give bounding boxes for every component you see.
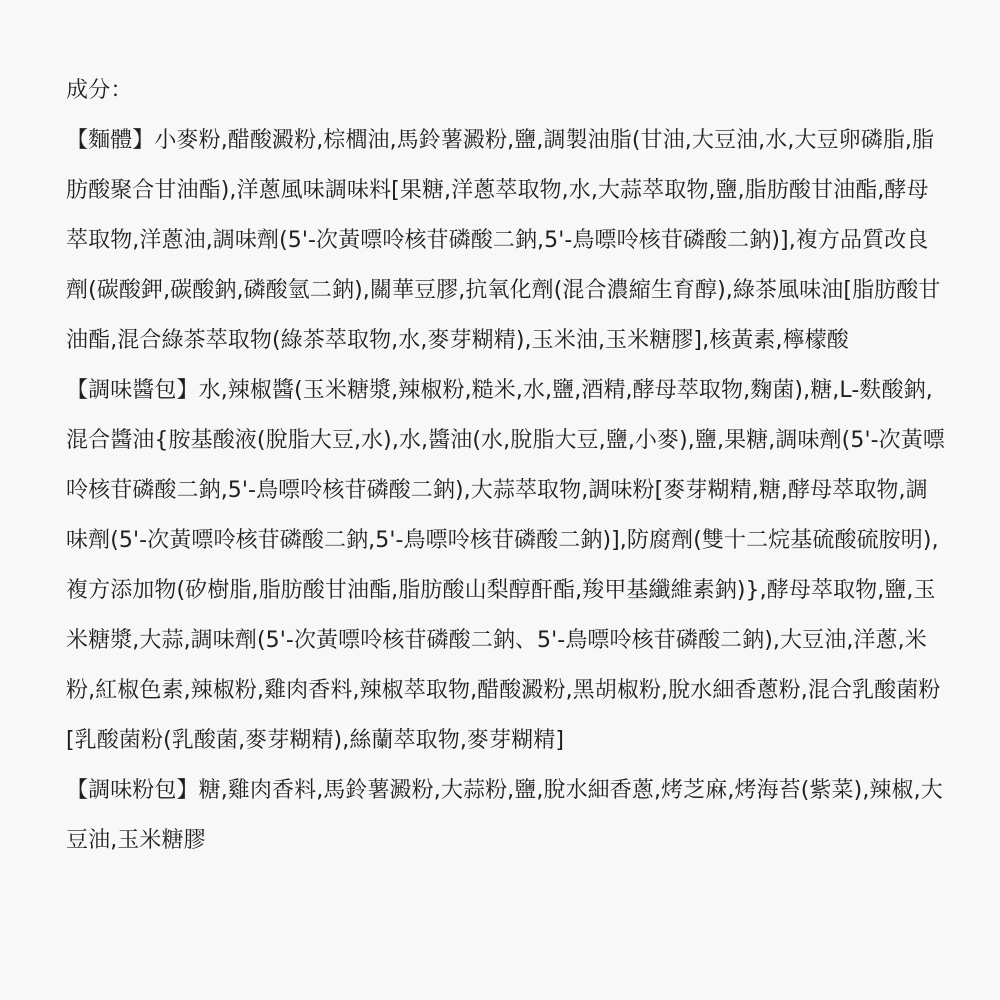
ingredients-heading: 成分： [66, 78, 133, 103]
sauce-packet-ingredients-paragraph: 【調味醬包】水,辣椒醬(玉米糖漿,辣椒粉,糙米,水,鹽,酒精,酵母萃取物,麴菌),糖,L-麩酸鈉,混合醬油{胺基酸液(脫脂大豆,水),水,醬油(水,脫脂大豆,鹽,小麥),鹽,果糖,調味劑(5'-次黃嘌呤核苷磷酸二鈉,5'-鳥嘌呤核苷磷酸二鈉),大蒜萃取物,調味粉[麥芽糊精,糖,酵母萃取物,調味劑(5'-次黃嘌呤核苷磷酸二鈉,5'-鳥嘌呤核苷磷酸二鈉)],防腐劑(雙十二烷基硫酸硫胺明),複方添加物(矽樹脂,脂肪酸甘油酯,脂肪酸山梨醇酐酯,羧甲基纖維素鈉)},酵母萃取物,鹽,玉米糖漿,大蒜,調味劑(5'-次黃嘌呤核苷磷酸二鈉、5'-鳥嘌呤核苷磷酸二鈉),大豆油,洋蔥,米粉,紅椒色素,辣椒粉,雞肉香料,辣椒萃取物,醋酸澱粉,黑胡椒粉,脫水細香蔥粉,混合乳酸菌粉[乳酸菌粉(乳酸菌,麥芽糊精),絲蘭萃取物,麥芽糊精] [66, 378, 945, 753]
seasoning-powder-ingredients-paragraph: 【調味粉包】糖,雞肉香料,馬鈴薯澱粉,大蒜粉,鹽,脫水細香蔥,烤芝麻,烤海苔(紫菜),辣椒,大豆油,玉米糖膠 [66, 778, 943, 853]
ingredients-text-block [66, 66, 946, 866]
noodle-ingredients-paragraph: 【麵體】小麥粉,醋酸澱粉,棕櫚油,馬鈴薯澱粉,鹽,調製油脂(甘油,大豆油,水,大豆卵磷脂,脂肪酸聚合甘油酯),洋蔥風味調味料[果糖,洋蔥萃取物,水,大蒜萃取物,鹽,脂肪酸甘油酯,酵母萃取物,洋蔥油,調味劑(5'-次黃嘌呤核苷磷酸二鈉,5'-鳥嘌呤核苷磷酸二鈉)],複方品質改良劑(碳酸鉀,碳酸鈉,磷酸氫二鈉),關華豆膠,抗氧化劑(混合濃縮生育醇),綠茶風味油[脂肪酸甘油酯,混合綠茶萃取物(綠茶萃取物,水,麥芽糊精),玉米油,玉米糖膠],核黃素,檸檬酸 [66, 128, 941, 353]
